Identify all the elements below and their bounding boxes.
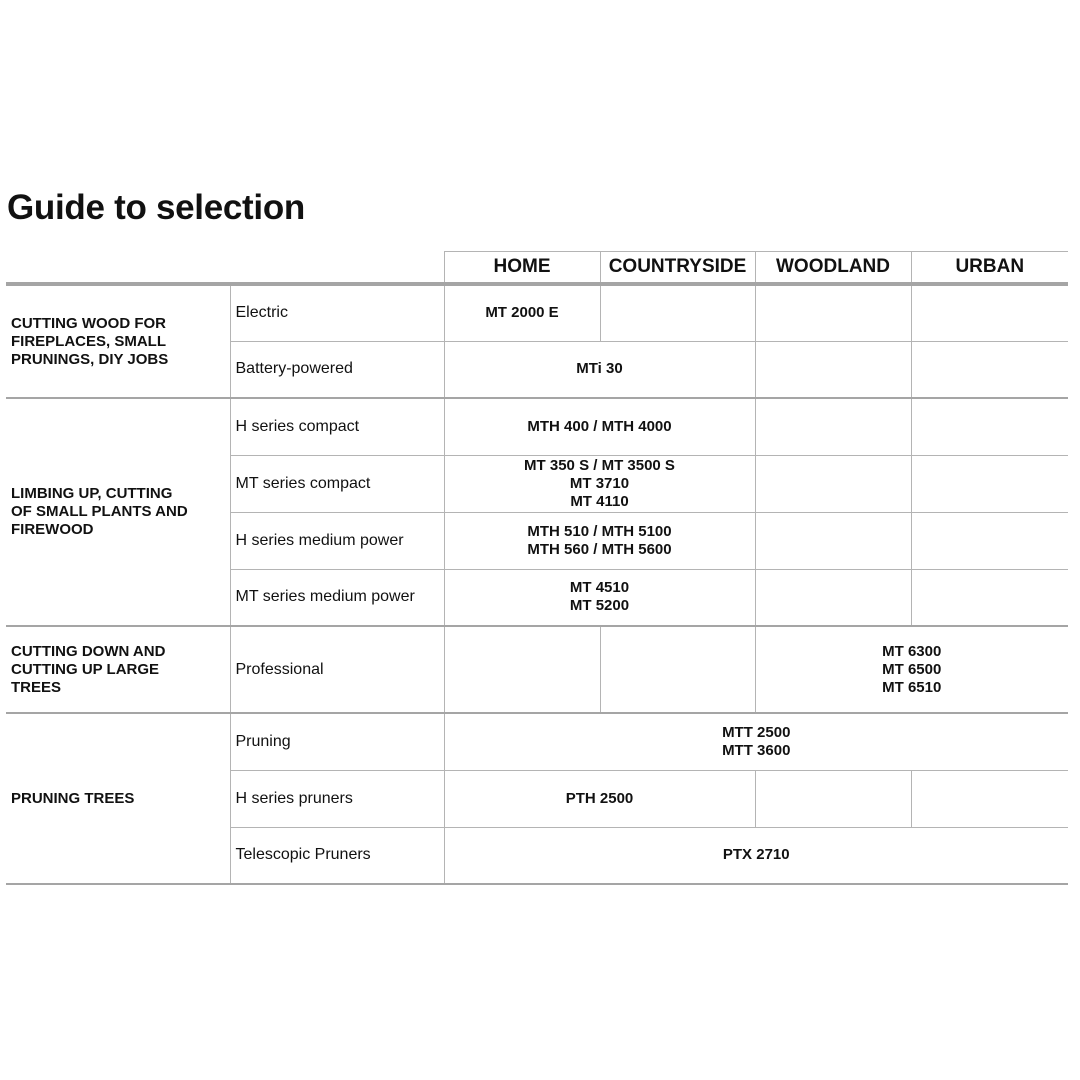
category-label: CUTTING WOOD FOR FIREPLACES, SMALL PRUNINGS, DIY JOBS [6, 284, 230, 398]
model-cell: MTH 510 / MTH 5100 MTH 560 / MTH 5600 [444, 512, 755, 569]
page-title: Guide to selection [7, 188, 305, 227]
empty-cell [444, 626, 600, 713]
empty-cell [755, 284, 911, 341]
product-type-label: Telescopic Pruners [230, 827, 444, 884]
empty-cell [911, 569, 1068, 626]
model-cell: MT 6300 MT 6500 MT 6510 [755, 626, 1068, 713]
header-row [6, 252, 1068, 285]
table-row [6, 713, 1068, 770]
header-blank-type [230, 252, 444, 285]
empty-cell [600, 284, 755, 341]
product-type-label: MT series medium power [230, 569, 444, 626]
model-cell: MT 4510 MT 5200 [444, 569, 755, 626]
empty-cell [755, 512, 911, 569]
empty-cell [755, 770, 911, 827]
product-type-label: H series pruners [230, 770, 444, 827]
empty-cell [600, 626, 755, 713]
product-type-label: H series compact [230, 398, 444, 455]
product-type-label: Battery-powered [230, 341, 444, 398]
category-label: PRUNING TREES [6, 713, 230, 884]
model-cell: MTi 30 [444, 341, 755, 398]
empty-cell [755, 569, 911, 626]
model-cell: MTH 400 / MTH 4000 [444, 398, 755, 455]
empty-cell [911, 455, 1068, 512]
table-row [6, 284, 1068, 341]
model-cell: MT 2000 E [444, 284, 600, 341]
empty-cell [911, 398, 1068, 455]
model-cell: PTH 2500 [444, 770, 755, 827]
column-header-home: HOME [444, 252, 600, 285]
empty-cell [755, 398, 911, 455]
table-row [6, 626, 1068, 713]
product-type-label: Pruning [230, 713, 444, 770]
product-type-label: H series medium power [230, 512, 444, 569]
empty-cell [911, 284, 1068, 341]
column-header-countryside: COUNTRYSIDE [600, 252, 755, 285]
product-type-label: Professional [230, 626, 444, 713]
empty-cell [755, 455, 911, 512]
selection-table [6, 251, 1068, 885]
model-cell: MTT 2500 MTT 3600 [444, 713, 1068, 770]
category-label: LIMBING UP, CUTTING OF SMALL PLANTS AND FIREWOOD [6, 398, 230, 626]
empty-cell [911, 512, 1068, 569]
column-header-woodland: WOODLAND [755, 252, 911, 285]
empty-cell [755, 341, 911, 398]
product-type-label: Electric [230, 284, 444, 341]
column-header-urban: URBAN [911, 252, 1068, 285]
header-blank-category [6, 252, 230, 285]
empty-cell [911, 770, 1068, 827]
product-type-label: MT series compact [230, 455, 444, 512]
category-label: CUTTING DOWN AND CUTTING UP LARGE TREES [6, 626, 230, 713]
model-cell: MT 350 S / MT 3500 S MT 3710 MT 4110 [444, 455, 755, 512]
empty-cell [911, 341, 1068, 398]
table-row [6, 398, 1068, 455]
model-cell: PTX 2710 [444, 827, 1068, 884]
